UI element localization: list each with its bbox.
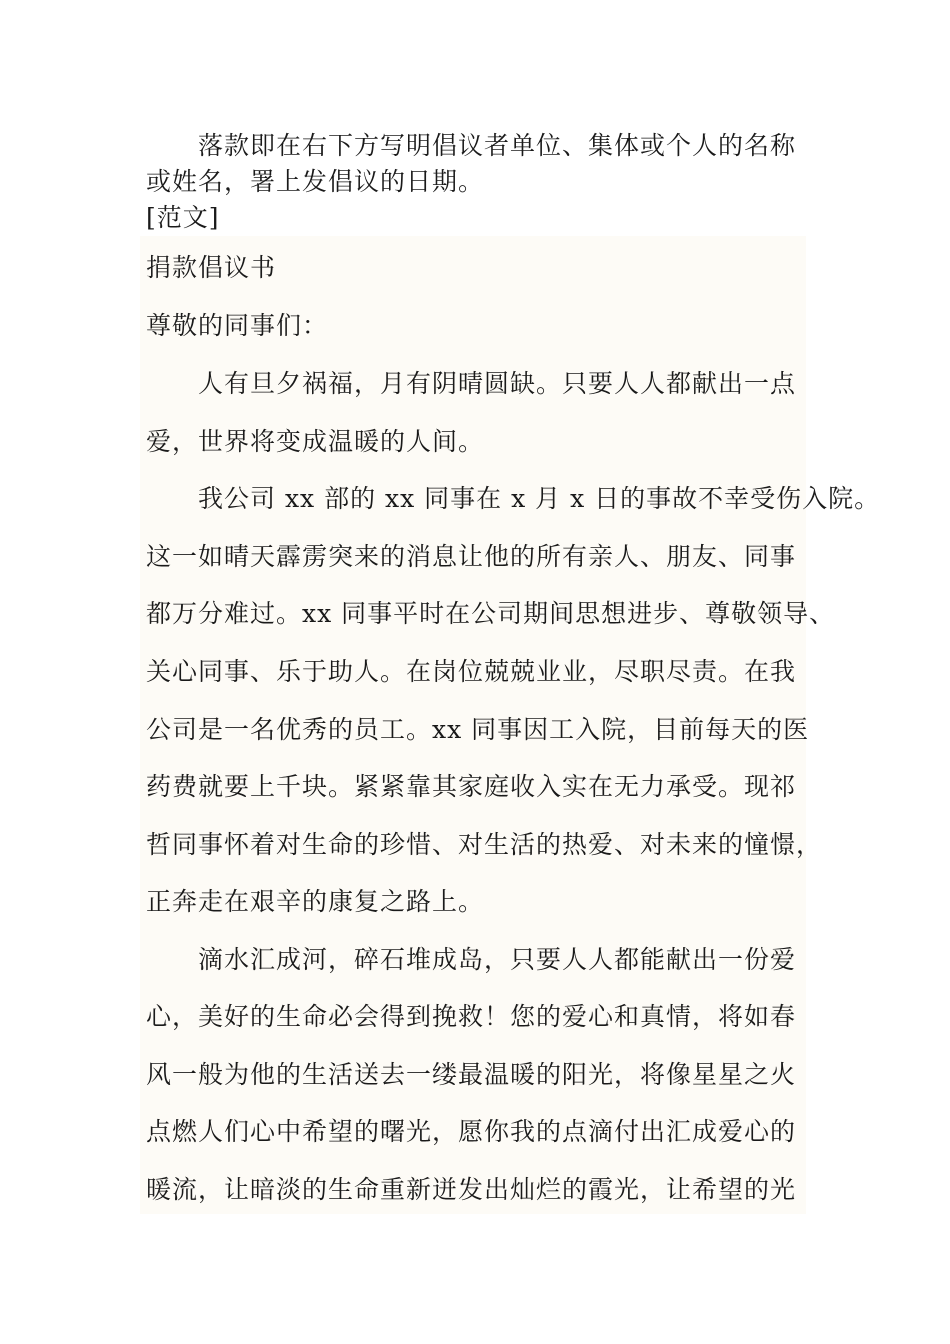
letter-salutation: 尊敬的同事们： — [146, 311, 329, 340]
letter-line: 这一如晴天霹雳突来的消息让他的所有亲人、朋友、同事 — [146, 542, 797, 571]
letter-line: 正奔走在艰辛的康复之路上。 — [146, 887, 485, 916]
intro-paragraph — [146, 128, 796, 200]
sample-label: [范文] — [146, 203, 220, 232]
intro-line-1: 落款即在右下方写明倡议者单位、集体或个人的名称 — [198, 131, 797, 160]
letter-line: 人有旦夕祸福，月有阴晴圆缺。只要人人都献出一点 — [198, 369, 797, 398]
letter-line: 滴水汇成河，碎石堆成岛，只要人人都能献出一份爱 — [198, 945, 797, 974]
intro-line-2: 或姓名，署上发倡议的日期。 — [146, 167, 485, 196]
letter-line: 心，美好的生命必会得到挽救！您的爱心和真情，将如春 — [146, 1002, 797, 1031]
letter-line: 暖流，让暗淡的生命重新迸发出灿烂的霞光，让希望的光 — [146, 1175, 797, 1204]
letter-line: 关心同事、乐于助人。在岗位兢兢业业，尽职尽责。在我 — [146, 657, 797, 686]
letter-line: 风一般为他的生活送去一缕最温暖的阳光，将像星星之火 — [146, 1060, 797, 1089]
letter-line: 药费就要上千块。紧紧靠其家庭收入实在无力承受。现祁 — [146, 772, 797, 801]
letter-line: 哲同事怀着对生命的珍惜、对生活的热爱、对未来的憧憬， — [146, 830, 823, 859]
letter-line: 点燃人们心中希望的曙光，愿你我的点滴付出汇成爱心的 — [146, 1117, 797, 1146]
letter-line: 爱，世界将变成温暖的人间。 — [146, 427, 485, 456]
letter-line: 公司是一名优秀的员工。xx 同事因工入院，目前每天的医 — [146, 715, 810, 744]
letter-line: 都万分难过。xx 同事平时在公司期间思想进步、尊敬领导、 — [146, 599, 836, 628]
letter-title: 捐款倡议书 — [146, 253, 277, 282]
letter-line: 我公司 xx 部的 xx 同事在 x 月 x 日的事故不幸受伤入院。 — [198, 484, 881, 513]
